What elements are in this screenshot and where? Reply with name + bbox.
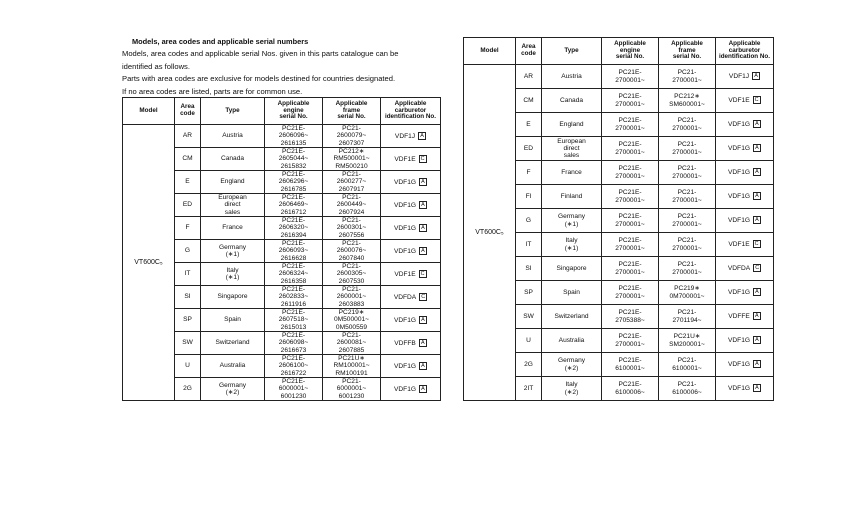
carburetor-id-cell — [716, 305, 774, 329]
carburetor-id: VDFDA — [727, 265, 751, 273]
type-cell: Spain — [201, 309, 265, 332]
frame-serial-cell: PC212∗ SM600001~ — [659, 89, 716, 113]
carburetor-id-cell — [716, 377, 774, 401]
area-code-cell: E — [175, 171, 201, 194]
intro-line: If no area codes are listed, parts are for common use. — [122, 86, 303, 96]
model-cell: VT600C₅ — [464, 65, 516, 401]
engine-serial-cell: PC21E- 2700001~ — [602, 233, 659, 257]
frame-serial-cell: PC21- 2600079~ 2607307 — [323, 125, 381, 148]
type-cell: England — [542, 113, 602, 137]
carburetor-id-cell — [381, 148, 441, 171]
mark-box: C — [753, 264, 761, 272]
mark-box: A — [418, 132, 426, 140]
section-heading: Models, area codes and applicable serial numbers — [132, 37, 309, 46]
engine-serial-cell: PC21E- 2700001~ — [602, 65, 659, 89]
frame-serial-cell: PC21- 2700001~ — [659, 185, 716, 209]
area-code-cell: E — [516, 113, 542, 137]
carburetor-id: VDF1G — [394, 385, 416, 393]
engine-serial-cell: PC21E- 2700001~ — [602, 209, 659, 233]
mark-box: A — [753, 192, 761, 200]
carburetor-id-cell — [381, 240, 441, 263]
carburetor-id: VDF1G — [394, 201, 416, 209]
mark-box: A — [753, 120, 761, 128]
frame-serial-cell: PC21- 2700001~ — [659, 161, 716, 185]
area-code-cell: SW — [516, 305, 542, 329]
type-cell: Germany (∗1) — [201, 240, 265, 263]
type-cell: Austria — [201, 125, 265, 148]
intro-line: Models, area codes and applicable serial Nos. given in this parts catalogue can be — [122, 49, 399, 59]
carburetor-id-cell — [381, 378, 441, 401]
mark-box: A — [752, 72, 760, 80]
carburetor-id-cell — [716, 161, 774, 185]
engine-serial-cell: PC21E- 2700001~ — [602, 113, 659, 137]
serial-table-right — [463, 37, 774, 401]
area-code-cell: CM — [516, 89, 542, 113]
area-code-cell: SP — [175, 309, 201, 332]
carburetor-id-cell — [716, 329, 774, 353]
table-header-row — [464, 38, 774, 65]
carburetor-id: VDFFE — [728, 313, 750, 321]
carburetor-id-cell — [381, 355, 441, 378]
carburetor-id-cell — [381, 171, 441, 194]
engine-serial-cell: PC21E- 2705388~ — [602, 305, 659, 329]
header-area-code: Area code — [516, 38, 542, 65]
type-cell: England — [201, 171, 265, 194]
carburetor-id: VDF1G — [394, 247, 416, 255]
type-cell: Switzerland — [542, 305, 602, 329]
carburetor-id: VDF1G — [728, 121, 750, 129]
carburetor-id: VDF1E — [728, 241, 750, 249]
header-frame: Applicable frame serial No. — [659, 38, 716, 65]
type-cell: Switzerland — [201, 332, 265, 355]
carburetor-id: VDF1G — [728, 385, 750, 393]
header-engine: Applicable engine serial No. — [265, 98, 323, 125]
type-cell: Singapore — [542, 257, 602, 281]
mark-box: A — [753, 336, 761, 344]
frame-serial-cell: PC219∗ 0M700001~ — [659, 281, 716, 305]
engine-serial-cell: PC21E- 2607518~ 2615013 — [265, 309, 323, 332]
area-code-cell: 2G — [516, 353, 542, 377]
engine-serial-cell: PC21E- 2700001~ — [602, 257, 659, 281]
intro-line: Parts with area codes are exclusive for models destined for countries designated. — [122, 74, 396, 84]
frame-serial-cell: PC21- 2600305~ 2607530 — [323, 263, 381, 286]
carburetor-id: VDF1G — [728, 169, 750, 177]
carburetor-id: VDF1G — [728, 289, 750, 297]
area-code-cell: F — [175, 217, 201, 240]
mark-box: A — [753, 312, 761, 320]
frame-serial-cell: PC21- 2700001~ — [659, 65, 716, 89]
carburetor-id-cell — [381, 286, 441, 309]
mark-box: C — [753, 96, 761, 104]
carburetor-id: VDF1G — [728, 361, 750, 369]
carburetor-id: VDF1J — [394, 132, 416, 140]
carburetor-id-cell — [716, 137, 774, 161]
type-cell: Canada — [542, 89, 602, 113]
engine-serial-cell: PC21E- 2700001~ — [602, 89, 659, 113]
engine-serial-cell: PC21E- 2602833~ 2611916 — [265, 286, 323, 309]
header-type: Type — [201, 98, 265, 125]
carburetor-id-cell — [381, 332, 441, 355]
frame-serial-cell: PC21- 2700001~ — [659, 233, 716, 257]
carburetor-id-cell — [716, 209, 774, 233]
header-engine: Applicable engine serial No. — [602, 38, 659, 65]
carburetor-id: VDF1G — [728, 145, 750, 153]
engine-serial-cell: PC21E- 2606096~ 2616135 — [265, 125, 323, 148]
mark-box: A — [753, 360, 761, 368]
type-cell: Canada — [201, 148, 265, 171]
model-cell: VT600C₅ — [123, 125, 175, 401]
area-code-cell: G — [516, 209, 542, 233]
mark-box: A — [753, 168, 761, 176]
frame-serial-cell: PC21U∗ SM200001~ — [659, 329, 716, 353]
area-code-cell: SI — [175, 286, 201, 309]
type-cell: Austria — [542, 65, 602, 89]
carburetor-id-cell — [381, 309, 441, 332]
frame-serial-cell: PC21- 2701194~ — [659, 305, 716, 329]
carburetor-id-cell — [716, 185, 774, 209]
engine-serial-cell: PC21E- 2700001~ — [602, 161, 659, 185]
mark-box: C — [419, 293, 427, 301]
mark-box: A — [753, 144, 761, 152]
frame-serial-cell: PC212∗ RM500001~ RM500210 — [323, 148, 381, 171]
engine-serial-cell: PC21E- 2606100~ 2616722 — [265, 355, 323, 378]
carburetor-id: VDF1G — [394, 178, 416, 186]
carburetor-id: VDF1G — [394, 316, 416, 324]
frame-serial-cell: PC21- 2600001~ 2603883 — [323, 286, 381, 309]
mark-box: C — [753, 240, 761, 248]
type-cell: Spain — [542, 281, 602, 305]
type-cell: European direct sales — [542, 137, 602, 161]
area-code-cell: U — [175, 355, 201, 378]
engine-serial-cell: PC21E- 2700001~ — [602, 185, 659, 209]
carburetor-id-cell — [716, 233, 774, 257]
type-cell: European direct sales — [201, 194, 265, 217]
frame-serial-cell: PC21- 2600301~ 2607556 — [323, 217, 381, 240]
engine-serial-cell: PC21E- 2606093~ 2616628 — [265, 240, 323, 263]
carburetor-id-cell — [381, 194, 441, 217]
header-model: Model — [123, 98, 175, 125]
carburetor-id: VDF1E — [728, 97, 750, 105]
type-cell: Italy (∗2) — [542, 377, 602, 401]
type-cell: Italy (∗1) — [542, 233, 602, 257]
intro-line: identified as follows. — [122, 61, 190, 71]
mark-box: A — [753, 384, 761, 392]
type-cell: Australia — [542, 329, 602, 353]
area-code-cell: 2IT — [516, 377, 542, 401]
header-carb: Applicable carburetor identification No. — [381, 98, 441, 125]
engine-serial-cell: PC21E- 2700001~ — [602, 329, 659, 353]
carburetor-id: VDF1G — [728, 337, 750, 345]
frame-serial-cell: PC21- 2700001~ — [659, 209, 716, 233]
carburetor-id-cell — [381, 217, 441, 240]
mark-box: A — [419, 224, 427, 232]
type-cell: Singapore — [201, 286, 265, 309]
frame-serial-cell: PC21- 6100001~ — [659, 353, 716, 377]
area-code-cell: U — [516, 329, 542, 353]
carburetor-id: VDF1G — [728, 217, 750, 225]
engine-serial-cell: PC21E- 6000001~ 6001230 — [265, 378, 323, 401]
carburetor-id-cell — [381, 125, 441, 148]
mark-box: A — [419, 316, 427, 324]
mark-box: A — [419, 247, 427, 255]
carburetor-id-cell — [716, 113, 774, 137]
type-cell: France — [201, 217, 265, 240]
frame-serial-cell: PC21U∗ RM100001~ RM100191 — [323, 355, 381, 378]
carburetor-id-cell — [716, 281, 774, 305]
carburetor-id-cell — [716, 353, 774, 377]
carburetor-id: VDF1G — [394, 362, 416, 370]
header-model: Model — [464, 38, 516, 65]
mark-box: A — [419, 201, 427, 209]
area-code-cell: SP — [516, 281, 542, 305]
engine-serial-cell: PC21E- 2700001~ — [602, 281, 659, 305]
engine-serial-cell: PC21E- 2605044~ 2615832 — [265, 148, 323, 171]
header-carb: Applicable carburetor identification No. — [716, 38, 774, 65]
frame-serial-cell: PC21- 2700001~ — [659, 137, 716, 161]
area-code-cell: AR — [175, 125, 201, 148]
type-cell: Germany (∗2) — [542, 353, 602, 377]
type-cell: Italy (∗1) — [201, 263, 265, 286]
engine-serial-cell: PC21E- 2606296~ 2616785 — [265, 171, 323, 194]
area-code-cell: F — [516, 161, 542, 185]
carburetor-id: VDFDA — [393, 293, 417, 301]
frame-serial-cell: PC21- 2700001~ — [659, 257, 716, 281]
header-frame: Applicable frame serial No. — [323, 98, 381, 125]
type-cell: Finland — [542, 185, 602, 209]
carburetor-id: VDF1J — [728, 73, 750, 81]
area-code-cell: CM — [175, 148, 201, 171]
area-code-cell: G — [175, 240, 201, 263]
frame-serial-cell: PC21- 2600277~ 2607917 — [323, 171, 381, 194]
carburetor-id: VDF1G — [728, 193, 750, 201]
table-header-row — [123, 98, 441, 125]
mark-box: A — [419, 339, 427, 347]
carburetor-id-cell — [716, 257, 774, 281]
mark-box: A — [419, 178, 427, 186]
frame-serial-cell: PC21- 6000001~ 6001230 — [323, 378, 381, 401]
frame-serial-cell: PC21- 2600449~ 2607924 — [323, 194, 381, 217]
area-code-cell: ED — [175, 194, 201, 217]
mark-box: A — [419, 385, 427, 393]
type-cell: Germany (∗1) — [542, 209, 602, 233]
type-cell: Germany (∗2) — [201, 378, 265, 401]
mark-box: A — [753, 216, 761, 224]
header-area-code: Area code — [175, 98, 201, 125]
area-code-cell: IT — [175, 263, 201, 286]
carburetor-id-cell — [716, 89, 774, 113]
frame-serial-cell: PC21- 2600076~ 2607840 — [323, 240, 381, 263]
area-code-cell: IT — [516, 233, 542, 257]
engine-serial-cell: PC21E- 2606098~ 2616673 — [265, 332, 323, 355]
engine-serial-cell: PC21E- 6100006~ — [602, 377, 659, 401]
carburetor-id-cell — [381, 263, 441, 286]
area-code-cell: ED — [516, 137, 542, 161]
engine-serial-cell: PC21E- 2606469~ 2616712 — [265, 194, 323, 217]
frame-serial-cell: PC21- 6100006~ — [659, 377, 716, 401]
table-row — [464, 65, 774, 89]
carburetor-id-cell — [716, 65, 774, 89]
mark-box: C — [419, 270, 427, 278]
mark-box: A — [753, 288, 761, 296]
area-code-cell: SW — [175, 332, 201, 355]
frame-serial-cell: PC21- 2700001~ — [659, 113, 716, 137]
mark-box: C — [419, 155, 427, 163]
table-row — [123, 125, 441, 148]
frame-serial-cell: PC219∗ 0M500001~ 0M500559 — [323, 309, 381, 332]
header-type: Type — [542, 38, 602, 65]
carburetor-id: VDF1G — [394, 224, 416, 232]
frame-serial-cell: PC21- 2600081~ 2607885 — [323, 332, 381, 355]
engine-serial-cell: PC21E- 2700001~ — [602, 137, 659, 161]
mark-box: A — [419, 362, 427, 370]
serial-table-left — [122, 97, 441, 401]
engine-serial-cell: PC21E- 6100001~ — [602, 353, 659, 377]
type-cell: France — [542, 161, 602, 185]
carburetor-id: VDFFB — [394, 339, 416, 347]
area-code-cell: SI — [516, 257, 542, 281]
intro-text-block — [122, 36, 452, 98]
engine-serial-cell: PC21E- 2606320~ 2616394 — [265, 217, 323, 240]
type-cell: Australia — [201, 355, 265, 378]
carburetor-id: VDF1E — [394, 270, 416, 278]
area-code-cell: FI — [516, 185, 542, 209]
carburetor-id: VDF1E — [394, 155, 416, 163]
engine-serial-cell: PC21E- 2606324~ 2616358 — [265, 263, 323, 286]
area-code-cell: 2G — [175, 378, 201, 401]
area-code-cell: AR — [516, 65, 542, 89]
